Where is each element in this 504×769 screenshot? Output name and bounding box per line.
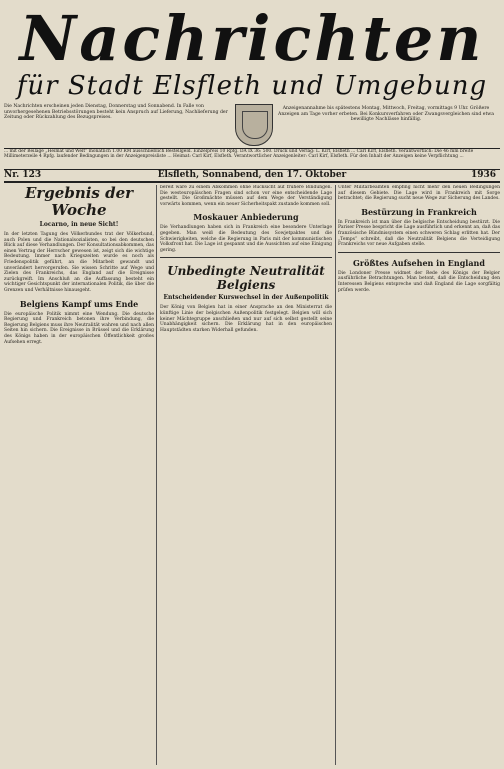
section-headline: Moskauer Anbiederung — [193, 212, 299, 223]
imprint-strip: ... mit der Beilage „Heimat und Welt“ monatlich 1.00 RM ausschließlich Bestellgeld. Einzelpreis 10 Rpfg. DA IX 36: 500. Druck und Verlag: L. Kirf, Elsfleth ... Carl Kirf, Elsfleth. Verantwortlich: Die 46 mm breite Millimeterzeile 4 Rpfg. laufender Bedingungen in der Anzeigenpreisliste ... Heimat: Carl Kirf, Elsfleth. Verantwortlicher Anzeigenleiter: Carl Kirf, Elsfleth. Für den Inhalt der Anzeigen keine Verpflichtung ... — [4, 148, 500, 170]
article-body: Die Verhandlungen haben sich in Frankreich eine besondere Unterlage gegeben. Man weiß die Bedeutung des Sowjetpaktes und die Schwierigkeiten, welche die Regierung in Paris mit der kommunistischen Volksfront hat. Die Lage ist gespannt und die Aussichten auf eine Einigung gering. — [160, 225, 332, 253]
article-body: In Frankreich ist man über die belgische Entscheidung bestürzt. Die Pariser Presse bespricht die Lage ausführlich und erkennt an, daß das französische Bündnissystem einen schweren Schlag erlitten hat. Der „Temps“ schreibt, daß die Neutralität Belgiens die Verteidigung Frankreichs vor neue Aufgaben stelle. — [338, 219, 500, 248]
masthead-subtitle: für Stadt Elsfleth und Umgebung — [16, 71, 488, 101]
article-body: Unter Militärbeamten empfing nicht mehr den neuen Bedingungen auf diesem Gebiete. Die Lage wird in Frankreich mit Sorge betrachtet; die Regierung sucht neue Wege zur Sicherung des Landes. — [338, 185, 500, 202]
column-divider — [335, 185, 336, 765]
dateline — [4, 169, 500, 183]
year: 1936 — [470, 170, 496, 180]
publication-info: Die Nachrichten erscheinen jeden Dienstag, Donnerstag und Sonnabend. In Falle von unvorhergesehenen Betriebsstörungen besteht kein Anspruch auf Lieferung, Nachlieferung der Zeitung oder Rückzahlung des Bezugspreises. — [4, 104, 228, 121]
article-subhead: Entscheidender Kurswechsel in der Außenpolitik — [163, 294, 329, 302]
issue-number: Nr. 123 — [4, 170, 42, 180]
section-headline: Belgiens Kampf ums Ende — [19, 298, 139, 309]
article-body: In der letzten Tagung des Völkerbundes trat der Völkerbund, auch Polen und die Nationalsozialisten, so bei den deutschen Blick auf diese Verhandlungen. Der Konsultationsabkommen, das einen Vertrag der Herrscher gewesen ist, zeigt sich die wichtige Bedeutung. Immer nach Kriegszeiten wurde es noch als Friedenspolitik geführt, an die Mitarbeit gewandt und unverändert hervorgerufen. Sie wissen Schritte auf Wege und Zielen des Frankreichs, das England auf die Ereignisse zurückgreift. Im Anschluß an die Auffassung besteht ein wichtiger Gesichtspunkt der internationalen Politik, die über die Grenzen und Verhältnisse hinausgeht. — [4, 232, 154, 293]
article-body: Der König von Belgien hat in einer Ansprache an den Ministerrat die künftige Linie der belgischen Außenpolitik festgelegt. Belgien will sich keiner Mächtegruppe anschließen und nur auf sich selbst gestellt seine Unabhängigkeit sichern. Die Erklärung hat in den europäischen Hauptstädten starken Widerhall gefunden. — [160, 305, 332, 333]
column-2 — [160, 185, 332, 765]
article-subhead: Locarno, in neue Sicht! — [39, 221, 119, 228]
divider — [338, 252, 500, 253]
column-3 — [338, 185, 500, 765]
masthead-title: Nachrichten — [19, 2, 485, 75]
place-date: Elsfleth, Sonnabend, den 17. Oktober — [157, 170, 347, 180]
article-headline: Ergebnis der Woche — [24, 185, 134, 219]
section-headline: Bestürzung in Frankreich — [361, 206, 477, 217]
article-headline: Unbedingte Neutralität Belgiens — [167, 264, 325, 293]
column-1 — [4, 185, 154, 765]
advertising-info: Anzeigenannahme bis spätestens Montag, Mittwoch, Freitag, vormittags 9 Uhr. Größere Anzeigen am Tage vorher erbeten. Bei Konkursverfahren oder Zwangsvergleichen sind etwa bewilligte Nachlässe hinfällig. — [278, 106, 494, 123]
column-divider — [156, 185, 157, 765]
article-body: Die Londoner Presse widmet der Rede des Königs der Belgier ausführliche Betrachtungen. Man betont, daß die Entscheidung den Interessen Belgiens entspreche und daß England die Lage sorgfältig prüfen werde. — [338, 270, 500, 293]
section-headline: Größtes Aufsehen in England — [353, 257, 485, 268]
divider — [160, 257, 332, 258]
article-body: Die europäische Politik nimmt eine Wendung. Die deutsche Regierung und Frankreich betonen ihre Verbindung, die Regierung Belgiens muss ihre Neutralität wahren und nach allen Seiten hin sichern. Die Ereignisse in Brüssel und die Erklärung des Königs haben in der europäischen Öffentlichkeit großes Aufsehen erregt. — [4, 311, 154, 345]
info-row — [4, 104, 500, 146]
masthead — [6, 2, 498, 101]
coat-of-arms-icon — [235, 104, 273, 146]
article-body: bereit wäre zu einem Abkommen ohne Rücksicht auf frühere Bindungen. Die westeuropäischen Fragen sind schon vor eine entscheidende Lage gestellt. Die Großmächte müssen auf dem Wege der Verständigung vorwärts kommen, wenn ein neuer Sicherheitspakt zustande kommen soll. — [160, 185, 332, 207]
